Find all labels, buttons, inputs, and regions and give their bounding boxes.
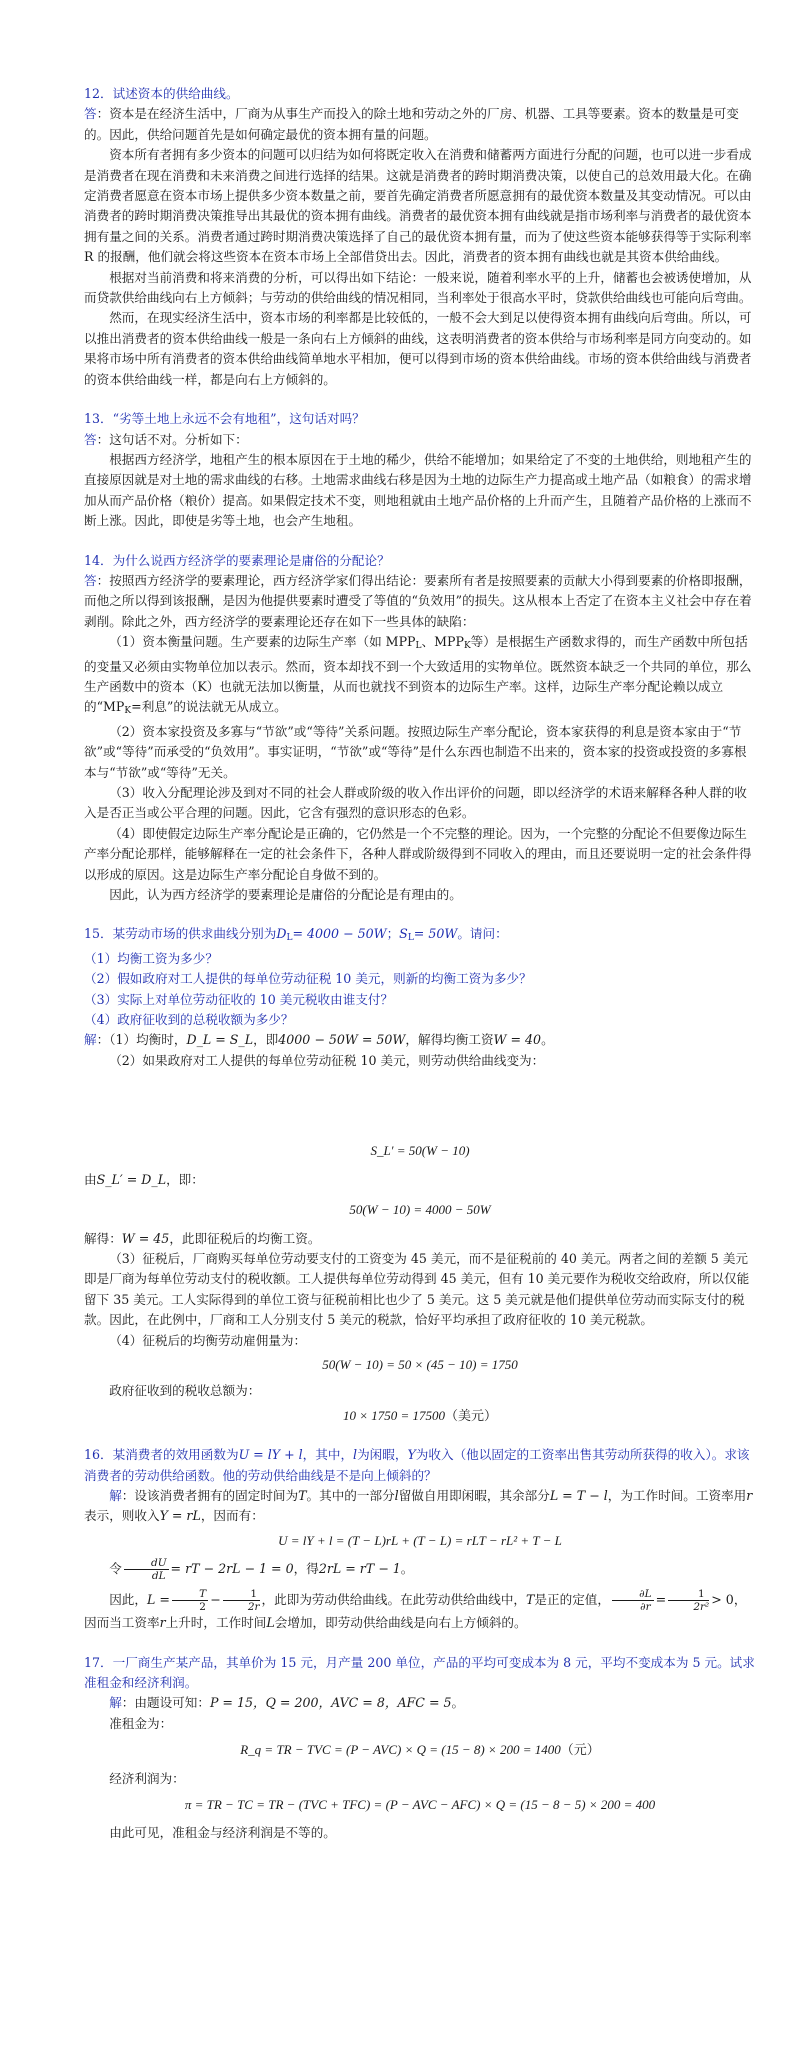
economic-profit-label: 经济利润为： xyxy=(109,1770,185,1786)
question-12-paragraph: 然而，在现实经济生活中，资本市场的利率都是比较低的，一般不会大到足以使得资本拥有曲线向后弯曲。所以，可以推出消费者的资本供给曲线一般是一条向右上方倾斜的曲线，这表明消费者的资本供给与市场利率是同方向变动的。如果将市场中所有消费者的资本供给曲线简单地水平相加，便可以得到市场的资本供给曲线。市场的资本供给曲线与消费者的资本供给曲线一样，都是向右上方倾斜的。 xyxy=(84,310,752,387)
question-13-answer-intro: 答：这句话不对。分析如下： xyxy=(84,431,248,447)
question-13-title: 13．“劣等土地上永远不会有地租”，这句话对吗？ xyxy=(84,411,365,427)
question-15 xyxy=(84,924,756,1426)
question-13 xyxy=(84,409,756,531)
question-15-solution-3: （3）征税后，厂商购买每单位劳动要支付的工资变为 45 美元，而不是征税前的 40 美元。两者之间的差额 5 美元即是厂商为每单位劳动支付的税收额。工人提供每单位劳动得到 45 美元，但有 10 美元要作为税收交给政府，所以仅能留下 35 美元。工人实际得到的单位工资与征税前相比也少了 5 美元。这 5 美元就是他们提供单位劳动而实际支付的税款。因此，在此例中，厂商和工人分别支付 5 美元的税款，恰好平均承担了政府征收的 10 美元税款。 xyxy=(84,1250,750,1328)
question-12-answer-intro: 答：资本是在经济生活中，厂商为从事生产而投入的除土地和劳动之外的厂房、机器、工具等要素。资本的数量是可变的。因此，供给问题首先是如何确定最优的资本拥有量的问题。 xyxy=(84,106,739,142)
equation-tax-total: 10 × 1750 = 17500（美元） xyxy=(342,1407,498,1423)
quasi-rent-label: 准租金为： xyxy=(109,1715,173,1731)
equation-utility: U = lY + l = (T − L)rL + (T − L) = rLT − rL² + T − L xyxy=(278,1532,562,1548)
question-16 xyxy=(84,1445,756,1633)
question-17 xyxy=(84,1653,756,1844)
question-17-given: 解：由题设可知：P = 15，Q = 200，AVC = 8，AFC = 5。 xyxy=(109,1695,465,1711)
fraction-dU-dL: $\frac{dU}{dL}$ xyxy=(124,1557,169,1582)
solution-label: 解 xyxy=(109,1487,122,1503)
answer-label: 答 xyxy=(84,106,97,122)
equation-intro: 由S_L′ = D_L，即： xyxy=(84,1171,204,1187)
question-15-sub-3: （3）实际上对单位劳动征收的 10 美元税收由谁支付？ xyxy=(84,991,394,1007)
question-17-title: 17．一厂商生产某产品，其单价为 15 元，月产量 200 单位，产品的平均可变成本为 8 元，平均不变成本为 5 元。试求准租金和经济利润。 xyxy=(84,1654,755,1690)
question-16-solution-1: 解：设该消费者拥有的固定时间为T。其中的一部分l留做自用即闲暇，其余部分L = T − l，为工作时间。工资率用r表示，则收入Y = rL，因而有： xyxy=(84,1487,753,1524)
question-15-title: 15．某劳动市场的供求曲线分别为$D_L= 4000 - 50W$；$S_L= 50W$。请问： xyxy=(84,926,508,944)
question-14-point-4: （4）即使假定边际生产率分配论是正确的，它仍然是一个不完整的理论。因为，一个完整的分配论不但要像边际生产率分配论那样，能够解释在一定的社会条件下，各种人群或阶级得到不同收入的理由，而且还要说明一定的社会条件得以形成的原因。这是边际生产率分配论自身做不到的。 xyxy=(84,825,752,882)
question-14-point-2: （2）资本家投资及多寡与“节欲”或“等待”关系问题。按照边际生产率分配论，资本家获得的利息是资本家由于“节欲”或“等待”而承受的“负效用”。事实证明，“节欲”或“等待”是什么东西也制造不出来的，资本家的投资或投资的多寡根本与“节欲”或“等待”无关。 xyxy=(84,723,747,780)
question-14 xyxy=(84,551,756,906)
question-12-paragraph: 资本所有者拥有多少资本的问题可以归结为如何将既定收入在消费和储蓄两方面进行分配的问题，也可以进一步看成是消费者在现在消费和未来消费之间进行选择的结果。这就是消费者的跨时期消费决策，以使自己的总效用最大化。在确定消费者愿意在资本市场上提供多少资本数量之前，要首先确定消费者所愿意拥有的最优资本数量及其变动情况。可以由消费者的跨时期消费决策推导出其最优的资本拥有曲线。消费者的最优资本拥有曲线就是指市场利率与消费者的最优资本拥有量之间的关系。消费者通过跨时期消费决策选择了自己的最优资本拥有量，而为了使这些资本能够获得等于实际利率 R 的报酬，他们就会将这些资本在资本市场上全部借贷出去。因此，消费者的资本拥有曲线也就是其资本供给曲线。 xyxy=(84,147,752,265)
equation-employment: 50(W − 10) = 50 × (45 − 10) = 1750 xyxy=(322,1356,518,1372)
question-16-derivative: 令 $\frac{dU}{dL}$ = rT − 2rL − 1 = 0，得2rL = rT − 1。 xyxy=(109,1557,414,1583)
answer-label: 答 xyxy=(84,572,97,588)
solution-label: 解 xyxy=(84,1032,97,1048)
question-12 xyxy=(84,84,756,390)
question-14-title: 14．为什么说西方经济学的要素理论是庸俗的分配论？ xyxy=(84,552,390,568)
tax-total-text: 政府征收到的税收总额为： xyxy=(109,1383,261,1399)
equation-supply-after-tax: S_L′ = 50(W − 10) xyxy=(370,1143,470,1159)
question-15-sub-2: （2）假如政府对工人提供的每单位劳动征税 10 美元，则新的均衡工资为多少？ xyxy=(84,971,532,987)
question-15-solution-2: （2）如果政府对工人提供的每单位劳动征税 10 美元，则劳动供给曲线变为： xyxy=(109,1052,545,1068)
question-12-title: 12．试述资本的供给曲线。 xyxy=(84,86,239,101)
equation-balance: 50(W − 10) = 4000 − 50W xyxy=(349,1202,491,1218)
equation-quasi-rent: R_q = TR − TVC = (P − AVC) × Q = (15 − 8) × 200 = 1400（元） xyxy=(240,1742,600,1758)
question-14-conclusion: 因此，认为西方经济学的要素理论是庸俗的分配论是有理由的。 xyxy=(109,887,462,903)
question-15-solution-1: 解：（1）均衡时，D_L = S_L，即4000 − 50W = 50W，解得均衡工资W = 40。 xyxy=(84,1032,554,1048)
equation-economic-profit: π = TR − TC = TR − (TVC + TFC) = (P − AVC − AFC) × Q = (15 − 8 − 5) × 200 = 400 xyxy=(184,1797,656,1813)
question-15-sub-1: （1）均衡工资为多少？ xyxy=(84,950,218,966)
question-16-title: 16．某消费者的效用函数为U = lY + l，其中，l为闲暇，Y为收入（他以固定的工资率出售其劳动所获得的收入）。求该消费者的劳动供给函数。他的劳动供给曲线是不是向上倾斜的？ xyxy=(84,1447,750,1483)
question-17-conclusion: 由此可见，准租金与经济利润是不等的。 xyxy=(109,1825,336,1841)
question-14-point-1: （1）资本衡量问题。生产要素的边际生产率（如 $MPP_L$、$MPP_K$等）是根据生产函数求得的，而生产函数中所包括的变量又必须由实物单位加以表示。然而，资本却找不到一个大致适用的实物单位。既然资本缺乏一个共同的单位，那么生产函数中的资本（K）也就无法加以衡量，从而也就找不到资本的边际生产率。这样，边际生产率分配论赖以成立的“$MP_K=$利息”的说法就无从成立。 xyxy=(84,634,752,717)
question-14-answer-intro: 答：按照西方经济学的要素理论，西方经济学家们得出结论：要素所有者是按照要素的贡献大小得到要素的价格即报酬，而他之所以得到该报酬，是因为他提供要素时遭受了等值的“负效用”的损失。这从根本上否定了在资本主义社会中存在着剥削。除此之外，西方经济学的要素理论还存在如下一些具体的缺陷： xyxy=(84,572,752,629)
solve-text: 解得：W = 45，此即征税后的均衡工资。 xyxy=(84,1230,321,1246)
answer-label: 答 xyxy=(84,431,97,447)
question-12-paragraph: 根据对当前消费和将来消费的分析，可以得出如下结论：一般来说，随着利率水平的上升，储蓄也会被诱使增加，从而贷款供给曲线向右上方倾斜；与劳动的供给曲线的情况相同，当利率处于很高水平时，贷款供给曲线也可能向后弯曲。 xyxy=(84,269,752,306)
question-15-sub-4: （4）政府征收到的总税收额为多少？ xyxy=(84,1012,294,1028)
question-13-paragraph: 根据西方经济学，地租产生的根本原因在于土地的稀少，供给不能增加；如果给定了不变的土地供给，则地租产生的直接原因就是对土地的需求曲线的右移。土地需求曲线右移是因为土地的边际生产力提高或土地产品（如粮食）的需求增加从而产品价格（粮价）提高。如果假定技术不变，则地租就由土地产品价格的上升而产生，且随着产品价格的上涨而不断上涨。因此，即使是劣等土地，也会产生地租。 xyxy=(84,451,752,529)
question-16-supply-curve: 因此，L = $\frac{T}{2}$ − $\frac{1}{2r}$ ，此即为劳动供给曲线。在此劳动供给曲线中，T是正的定值， $\frac{\partial L}{\partial r}$ = $\frac{1}{\text{2r²}}$ > 0，因而当工资率r上升时，工作时间L会增加，即劳动供给曲线是向右上方倾斜的。 xyxy=(84,1588,747,1631)
solution-label: 解 xyxy=(109,1695,122,1711)
question-14-point-3: （3）收入分配理论涉及到对不同的社会人群或阶级的收入作出评价的问题，即以经济学的术语来解释各种人群的收入是否正当或公平合理的问题。因此，它含有强烈的意识形态的色彩。 xyxy=(84,785,747,821)
question-15-solution-4: （4）征税后的均衡劳动雇佣量为： xyxy=(109,1332,307,1348)
